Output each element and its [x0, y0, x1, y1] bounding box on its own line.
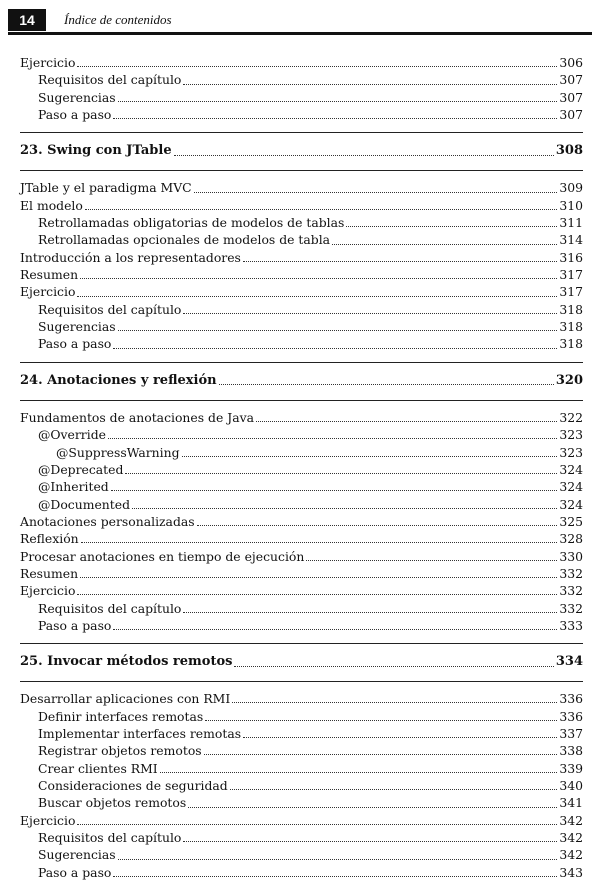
dot-leader	[118, 859, 558, 860]
toc-entry-page: 318	[559, 301, 583, 317]
dot-leader	[204, 754, 558, 755]
chapter-rule-bottom	[20, 681, 583, 682]
toc-entry-page: 330	[559, 548, 583, 564]
toc-entry-page: 340	[559, 778, 583, 793]
toc-entry-page: 310	[559, 197, 583, 213]
toc-entry-title: @Override	[38, 427, 106, 443]
dot-leader	[183, 612, 557, 613]
dot-leader	[85, 209, 558, 210]
toc-entry-title: Sugerencias	[38, 319, 116, 335]
chapter-rule-top	[20, 132, 583, 133]
toc-entry	[20, 231, 583, 248]
toc-entry	[20, 513, 583, 530]
toc-entry-page: 308	[555, 143, 583, 159]
toc-entry-title: @SuppressWarning	[56, 444, 180, 460]
toc-entry	[20, 318, 583, 335]
toc-entry-page: 336	[559, 708, 583, 724]
dot-leader	[80, 577, 557, 578]
toc-entry	[20, 846, 583, 863]
toc-entry	[20, 214, 583, 231]
dot-leader	[232, 702, 557, 703]
toc-entry	[20, 600, 583, 617]
toc-entry-title: JTable y el paradigma MVC	[20, 180, 192, 196]
toc-entry	[20, 283, 583, 300]
toc-entry-title: Registrar objetos remotos	[38, 743, 202, 759]
toc-entry-page: 317	[559, 267, 583, 283]
toc-entry	[20, 530, 583, 547]
toc-entry	[20, 54, 583, 71]
dot-leader	[113, 876, 557, 877]
toc-entry-page: 325	[559, 513, 583, 529]
toc-entry-title: Anotaciones personalizadas	[20, 513, 195, 529]
toc-entry-page: 306	[559, 55, 583, 70]
dot-leader	[243, 261, 557, 262]
toc-entry-page: 324	[559, 461, 583, 477]
dot-leader	[346, 226, 557, 227]
toc-entry-page: 316	[559, 249, 583, 265]
toc-entry-title: Ejercicio	[20, 583, 76, 599]
toc-entry-title: Desarrollar aplicaciones con RMI	[20, 691, 231, 707]
toc-entry-page: 342	[559, 847, 583, 863]
toc-entry	[20, 617, 583, 634]
table-of-contents	[20, 54, 583, 881]
chapter-rule-top	[20, 362, 583, 363]
page-number: 14	[8, 9, 46, 31]
chapter-rule-top	[20, 643, 583, 644]
toc-entry	[20, 301, 583, 318]
running-head: Índice de contenidos	[64, 12, 172, 27]
toc-entry-title: Resumen	[20, 565, 79, 581]
dot-leader	[174, 155, 554, 156]
toc-entry-title: Retrollamadas opcionales de modelos de tabla	[38, 232, 331, 248]
toc-entry-title: Fundamentos de anotaciones de Java	[20, 409, 254, 425]
toc-entry	[20, 71, 583, 88]
dot-leader	[243, 737, 557, 738]
toc-entry-title: Sugerencias	[38, 89, 116, 105]
toc-entry	[20, 760, 583, 777]
toc-entry-page: 311	[559, 215, 583, 231]
toc-entry	[20, 864, 583, 881]
toc-entry-page: 337	[559, 725, 583, 741]
toc-entry	[20, 582, 583, 599]
dot-leader	[113, 348, 557, 349]
dot-leader	[77, 296, 557, 297]
toc-entry-title: Implementar interfaces remotas	[38, 725, 242, 741]
toc-entry-page: 323	[559, 427, 583, 443]
toc-entry-page: 309	[559, 180, 583, 196]
dot-leader	[108, 438, 557, 439]
toc-entry	[20, 742, 583, 759]
toc-entry-title: Crear clientes RMI	[38, 760, 158, 776]
toc-entry-page: 307	[559, 72, 583, 88]
toc-entry-page: 317	[559, 284, 583, 300]
toc-entry-page: 342	[559, 812, 583, 828]
toc-entry-title: 25. Invocar métodos remotos	[20, 654, 233, 670]
dot-leader	[77, 66, 557, 67]
toc-entry	[20, 197, 583, 214]
dot-leader	[197, 525, 558, 526]
toc-entry	[20, 335, 583, 352]
toc-entry-title: @Documented	[38, 496, 131, 512]
dot-leader	[183, 313, 557, 314]
toc-entry-page: 318	[559, 319, 583, 335]
toc-entry-page: 314	[559, 232, 583, 248]
dot-leader	[188, 807, 557, 808]
toc-entry	[20, 565, 583, 582]
dot-leader	[111, 490, 558, 491]
toc-entry-title: Paso a paso	[38, 864, 112, 880]
toc-entry-title: Ejercicio	[20, 55, 76, 70]
dot-leader	[80, 278, 557, 279]
toc-entry-page: 332	[559, 565, 583, 581]
toc-entry	[20, 548, 583, 565]
toc-entry	[20, 249, 583, 266]
toc-entry	[20, 708, 583, 725]
toc-entry-title: @Deprecated	[38, 461, 124, 477]
dot-leader	[81, 542, 558, 543]
toc-entry	[20, 409, 583, 426]
toc-chapter	[20, 141, 583, 161]
dot-leader	[77, 824, 557, 825]
toc-entry-page: 328	[559, 531, 583, 547]
dot-leader	[205, 720, 557, 721]
dot-leader	[183, 84, 557, 85]
toc-entry-page: 318	[559, 336, 583, 352]
toc-entry-title: Requisitos del capítulo	[38, 72, 182, 88]
toc-entry-page: 341	[559, 795, 583, 811]
dot-leader	[160, 772, 558, 773]
dot-leader	[77, 594, 557, 595]
toc-entry-page: 332	[559, 583, 583, 599]
toc-entry	[20, 106, 583, 123]
toc-entry-page: 334	[555, 654, 583, 670]
toc-entry-title: Ejercicio	[20, 284, 76, 300]
toc-entry	[20, 179, 583, 196]
toc-entry	[20, 266, 583, 283]
toc-entry	[20, 812, 583, 829]
toc-entry	[20, 496, 583, 513]
toc-entry-title: Requisitos del capítulo	[38, 301, 182, 317]
toc-entry-page: 307	[559, 107, 583, 123]
dot-leader	[306, 560, 557, 561]
chapter-rule-bottom	[20, 400, 583, 401]
toc-entry-title: Ejercicio	[20, 812, 76, 828]
toc-entry-page: 336	[559, 691, 583, 707]
page-header	[8, 6, 592, 35]
toc-entry-title: Requisitos del capítulo	[38, 600, 182, 616]
toc-entry-page: 320	[555, 372, 583, 388]
toc-entry-page: 324	[559, 496, 583, 512]
toc-entry-title: Paso a paso	[38, 107, 112, 123]
toc-entry-title: Introducción a los representadores	[20, 249, 241, 265]
chapter-rule-bottom	[20, 170, 583, 171]
toc-entry	[20, 794, 583, 811]
toc-entry-page: 333	[559, 617, 583, 633]
toc-entry	[20, 89, 583, 106]
toc-chapter	[20, 371, 583, 391]
toc-entry-title: 23. Swing con JTable	[20, 143, 172, 159]
toc-entry-title: El modelo	[20, 197, 83, 213]
dot-leader	[113, 118, 557, 119]
toc-entry-title: Requisitos del capítulo	[38, 830, 182, 846]
toc-entry-page: 332	[559, 600, 583, 616]
toc-entry-title: Paso a paso	[38, 336, 112, 352]
toc-entry-page: 322	[559, 409, 583, 425]
toc-entry-page: 343	[559, 864, 583, 880]
dot-leader	[118, 101, 558, 102]
dot-leader	[194, 192, 558, 193]
toc-entry	[20, 444, 583, 461]
toc-entry-title: Procesar anotaciones en tiempo de ejecución	[20, 548, 305, 564]
dot-leader	[132, 508, 557, 509]
dot-leader	[230, 789, 558, 790]
toc-entry-title: Reflexión	[20, 531, 79, 547]
toc-chapter	[20, 652, 583, 672]
toc-entry-title: Retrollamadas obligatorias de modelos de tablas	[38, 215, 345, 231]
toc-entry-page: 339	[559, 760, 583, 776]
toc-entry-title: Resumen	[20, 267, 79, 283]
dot-leader	[113, 629, 557, 630]
dot-leader	[219, 384, 554, 385]
toc-entry-page: 342	[559, 830, 583, 846]
toc-entry-page: 307	[559, 89, 583, 105]
toc-entry-page: 338	[559, 743, 583, 759]
toc-entry	[20, 777, 583, 794]
dot-leader	[182, 456, 558, 457]
toc-entry	[20, 690, 583, 707]
toc-entry-title: @Inherited	[38, 479, 109, 495]
toc-entry	[20, 478, 583, 495]
toc-entry-title: 24. Anotaciones y reflexión	[20, 372, 217, 388]
toc-entry-title: Buscar objetos remotos	[38, 795, 187, 811]
toc-entry	[20, 725, 583, 742]
toc-entry-page: 324	[559, 479, 583, 495]
toc-entry	[20, 461, 583, 478]
toc-entry-title: Sugerencias	[38, 847, 116, 863]
dot-leader	[183, 841, 557, 842]
dot-leader	[332, 244, 557, 245]
toc-entry-title: Definir interfaces remotas	[38, 708, 204, 724]
dot-leader	[118, 330, 558, 331]
toc-entry-title: Consideraciones de seguridad	[38, 778, 228, 793]
dot-leader	[256, 421, 557, 422]
toc-entry-page: 323	[559, 444, 583, 460]
toc-entry-title: Paso a paso	[38, 617, 112, 633]
dot-leader	[234, 666, 553, 667]
toc-entry	[20, 426, 583, 443]
dot-leader	[125, 473, 557, 474]
